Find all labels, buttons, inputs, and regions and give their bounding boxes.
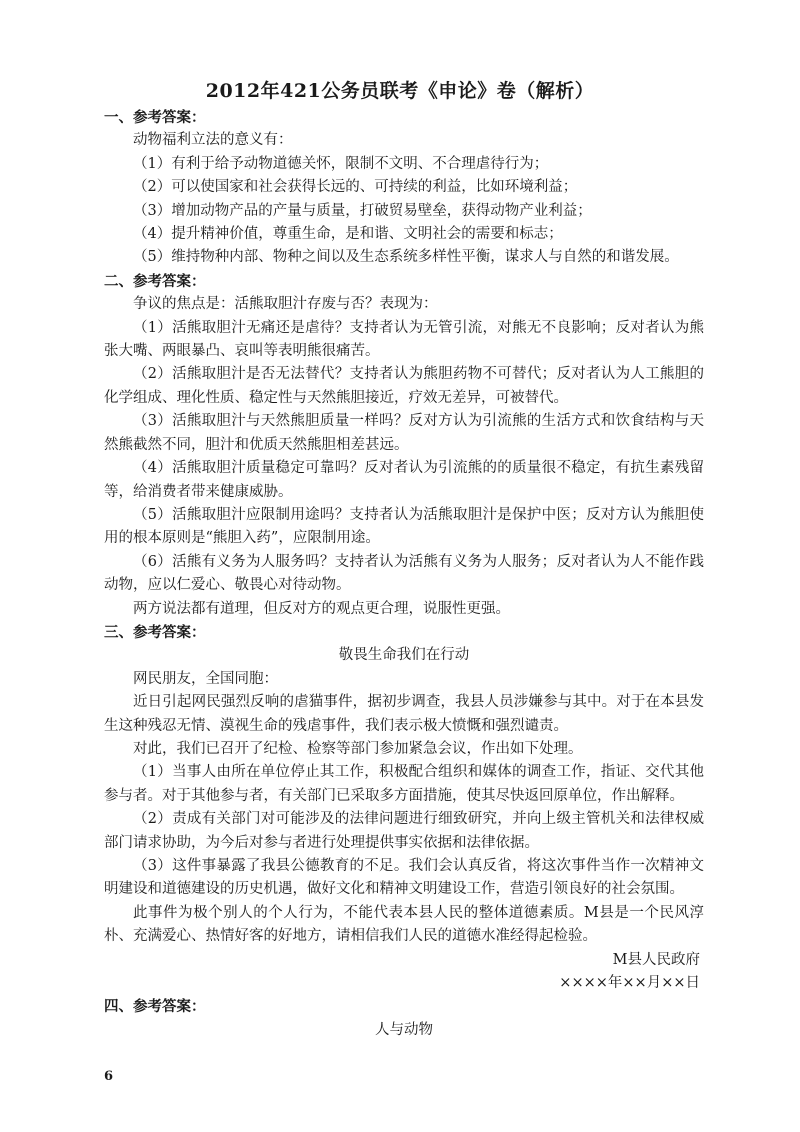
section-3-paragraph: 对此，我们已召开了纪检、检察等部门参加紧急会议，作出如下处理。 bbox=[133, 740, 583, 757]
section-1-item: （5）维持物种内部、物种之间以及生态系统多样性平衡，谋求人与自然的和谐发展。 bbox=[133, 249, 679, 266]
section-2-intro: 争议的焦点是：活熊取胆汁存废与否？表现为： bbox=[133, 296, 438, 313]
section-3-subtitle: 敬畏生命我们在行动 bbox=[338, 647, 470, 664]
section-2-heading: 二、参考答案： bbox=[104, 272, 206, 290]
document-title: 2012年421公务员联考《申论》卷（解析） bbox=[205, 80, 595, 102]
section-4-heading: 四、参考答案： bbox=[104, 998, 206, 1016]
section-4-subtitle: 人与动物 bbox=[375, 1021, 433, 1038]
page-number: 6 bbox=[104, 1069, 114, 1084]
section-3-salutation: 网民朋友，全国同胞： bbox=[133, 670, 278, 687]
document-body bbox=[104, 106, 704, 1042]
section-2-item: （2）活熊取胆汁是否无法替代？支持者认为熊胆药物不可替代；反对者认为人工熊胆的化学组成、理化性质、稳定性与天然熊胆接近，疗效无差异，可被替代。 bbox=[104, 366, 704, 406]
section-1-intro: 动物福利立法的意义有： bbox=[133, 132, 293, 149]
section-1-heading: 一、参考答案： bbox=[104, 109, 206, 126]
section-3-heading: 三、参考答案： bbox=[104, 623, 206, 641]
section-3-date: ××××年××月××日 bbox=[559, 975, 700, 992]
section-2-item: （4）活熊取胆汁质量稳定可靠吗？反对者认为引流熊的的质量很不稳定，有抗生素残留等，给消费者带来健康威胁。 bbox=[104, 460, 704, 500]
section-2-item: （1）活熊取胆汁无痛还是虐待？支持者认为无管引流，对熊无不良影响；反对者认为熊张大嘴、两眼暴凸、哀叫等表明熊很痛苦。 bbox=[104, 319, 704, 360]
section-2-item: （3）活熊取胆汁与天然熊胆质量一样吗？反对方认为引流熊的生活方式和饮食结构与天然熊截然不同，胆汁和优质天然熊胆相差甚远。 bbox=[104, 413, 704, 453]
section-1-item: （2）可以使国家和社会获得长远的、可持续的利益，比如环境利益； bbox=[133, 179, 578, 196]
section-3-signature: M县人民政府 bbox=[612, 951, 700, 968]
section-3-paragraph: （2）责成有关部门对可能涉及的法律问题进行细致研究，并向上级主管机关和法律权威部门请求协助，为今后对参与者进行处理提供事实依据和法律依据。 bbox=[104, 811, 704, 851]
section-3-paragraph: （1）当事人由所在单位停止其工作，积极配合组织和媒体的调查工作，指证、交代其他参与者。对于其他参与者，有关部门已采取多方面措施，使其尽快返回原单位，作出解释。 bbox=[104, 764, 704, 804]
section-2-item: （6）活熊有义务为人服务吗？支持者认为活熊有义务为人服务；反对者认为人不能作践动物，应以仁爱心、敬畏心对待动物。 bbox=[104, 553, 704, 594]
section-3-paragraph: 此事件为极个别人的个人行为，不能代表本县人民的整体道德素质。M县是一个民风淳朴、充满爱心、热情好客的好地方，请相信我们人民的道德水准经得起检验。 bbox=[104, 904, 704, 945]
section-1-item: （1）有利于给予动物道德关怀，限制不文明、不合理虐待行为； bbox=[133, 155, 549, 172]
section-3-paragraph: （3）这件事暴露了我县公德教育的不足。我们会认真反省，将这次事件当作一次精神文明建设和道德建设的历史机遇，做好文化和精神文明建设工作，营造引领良好的社会氛围。 bbox=[104, 858, 704, 898]
section-2-conclusion: 两方说法都有道理，但反对方的观点更合理，说服性更强。 bbox=[133, 600, 510, 617]
section-1-item: （4）提升精神价值，尊重生命，是和谐、文明社会的需要和标志； bbox=[133, 226, 563, 243]
section-3-paragraph: 近日引起网民强烈反响的虐猫事件，据初步调查，我县人员涉嫌参与其中。对于在本县发生这种残忍无情、漠视生命的残虐事件，我们表示极大愤慨和强烈谴责。 bbox=[104, 694, 704, 734]
section-2-item: （5）活熊取胆汁应限制用途吗？支持者认为活熊取胆汁是保护中医；反对方认为熊胆使用的根本原则是“熊胆入药”，应限制用途。 bbox=[104, 506, 704, 547]
section-1-item: （3）增加动物产品的产量与质量，打破贸易壁垒，获得动物产业利益； bbox=[133, 202, 592, 219]
